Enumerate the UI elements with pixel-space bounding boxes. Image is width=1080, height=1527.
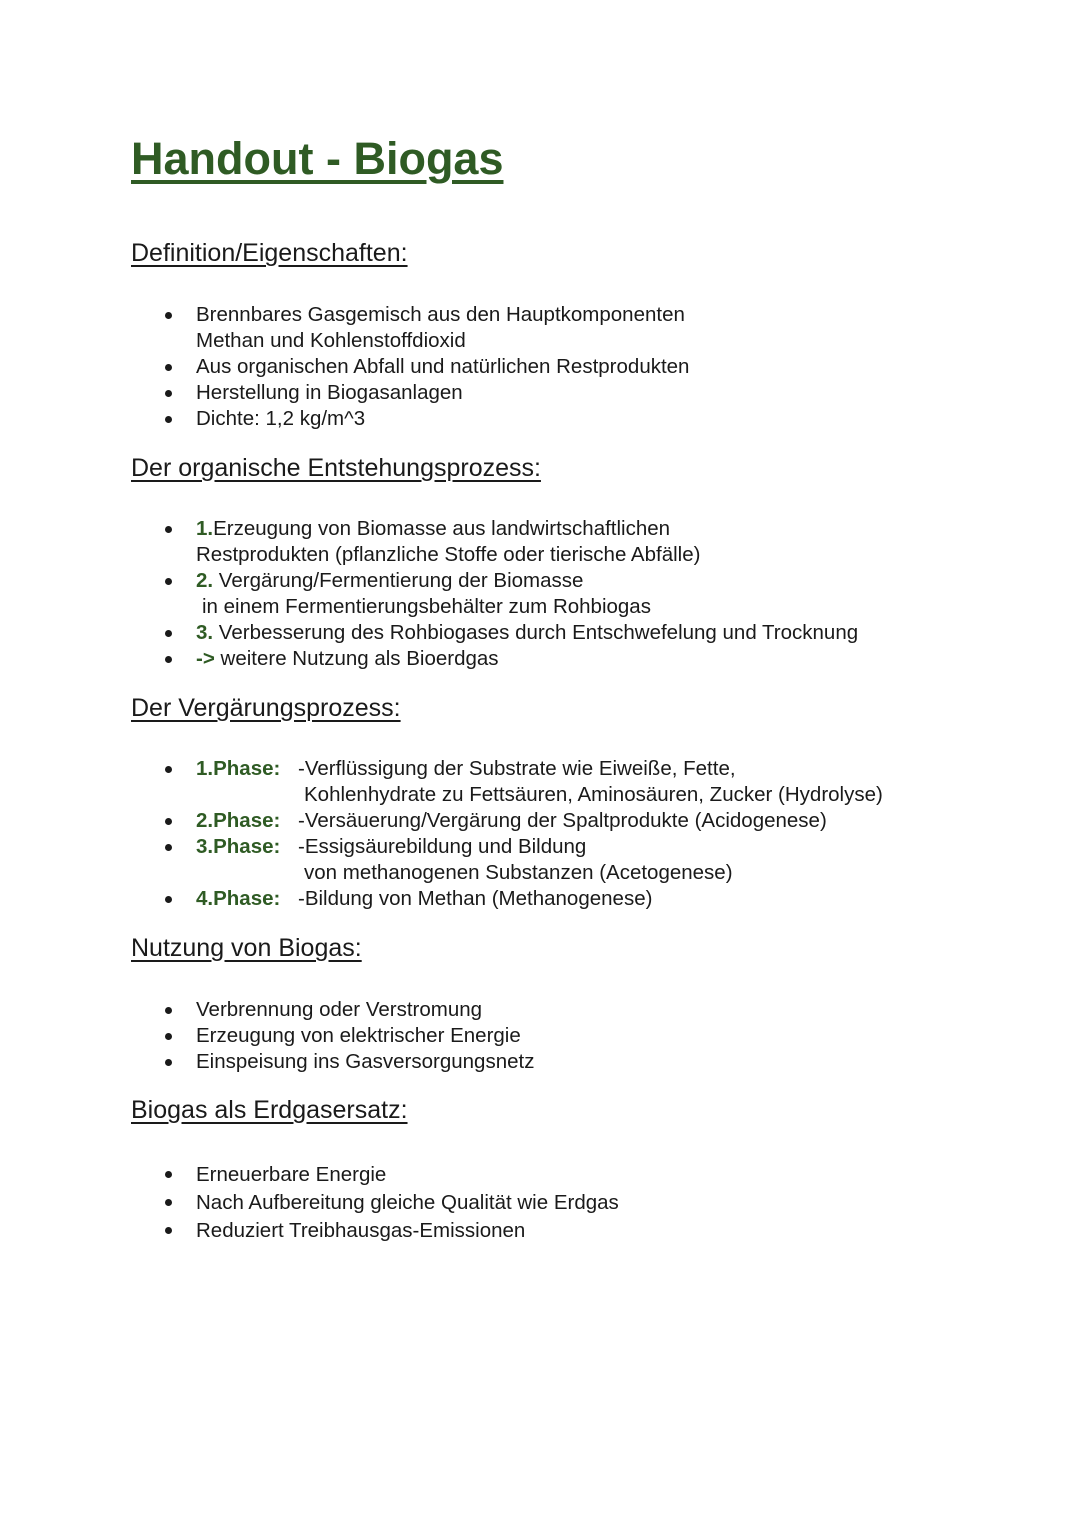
phase-text-continued: Kohlenhydrate zu Fettsäuren, Aminosäuren, Zucker (Hydrolyse): [304, 783, 883, 806]
section-heading-entstehung: Der organische Entstehungsprozess:: [131, 454, 541, 482]
list-item: [131, 646, 1031, 672]
list-item: [131, 756, 1031, 808]
list-item-text: Verbesserung des Rohbiogases durch Entschwefelung und Trocknung: [213, 621, 859, 644]
list-item-text-continued: Restprodukten (pflanzliche Stoffe oder tierische Abfälle): [196, 543, 701, 566]
list-item-text: Nach Aufbereitung gleiche Qualität wie Erdgas: [196, 1191, 619, 1214]
list-item-text: Erzeugung von Biomasse aus landwirtschaftlichen: [213, 517, 671, 540]
list-item-text: Brennbares Gasgemisch aus den Hauptkomponenten: [196, 303, 685, 326]
list-item-text-continued: in einem Fermentierungsbehälter zum Rohbiogas: [202, 595, 651, 618]
phase-label: 3.Phase:: [196, 835, 281, 858]
nutzung-list: [131, 997, 1031, 1075]
list-item-text: Aus organischen Abfall und natürlichen Restprodukten: [196, 355, 690, 378]
section-vergaerung: [131, 693, 1031, 912]
list-item-text: Erzeugung von elektrischer Energie: [196, 1024, 521, 1047]
list-item-text: Erneuerbare Energie: [196, 1163, 387, 1186]
step-number: 2.: [196, 569, 214, 592]
list-item: [131, 516, 1031, 568]
vergaerung-list: [131, 756, 1031, 912]
phase-text: -Versäuerung/Vergärung der Spaltprodukte (Acidogenese): [298, 809, 827, 832]
list-item: [131, 302, 1031, 354]
section-heading-vergaerung: Der Vergärungsprozess:: [131, 694, 401, 722]
list-item: [131, 568, 1031, 620]
list-item: [131, 834, 1031, 886]
section-definition: [131, 238, 1031, 432]
page-title: Handout - Biogas: [131, 133, 504, 184]
list-item: [131, 354, 1031, 380]
phase-text-continued: von methanogenen Substanzen (Acetogenese): [304, 861, 733, 884]
entstehung-list: [131, 516, 1031, 672]
list-item: [131, 620, 1031, 646]
arrow-marker: ->: [196, 647, 215, 670]
section-nutzung: [131, 933, 1031, 1075]
list-item-text-continued: Methan und Kohlenstoffdioxid: [196, 329, 466, 352]
list-item-text: Verbrennung oder Verstromung: [196, 998, 483, 1021]
list-item-text: Einspeisung ins Gasversorgungsnetz: [196, 1050, 535, 1073]
section-entstehung: [131, 453, 1031, 672]
phase-label: 4.Phase:: [196, 887, 281, 910]
phase-label: 2.Phase:: [196, 809, 281, 832]
list-item: [131, 406, 1031, 432]
phase-text: -Verflüssigung der Substrate wie Eiweiße, Fette,: [298, 757, 736, 780]
list-item: [131, 1161, 1031, 1189]
list-item: [131, 380, 1031, 406]
phase-text: -Bildung von Methan (Methanogenese): [298, 887, 653, 910]
section-heading-erdgasersatz: Biogas als Erdgasersatz:: [131, 1096, 408, 1124]
section-heading-nutzung: Nutzung von Biogas:: [131, 934, 362, 962]
list-item: [131, 1189, 1031, 1217]
step-number: 3.: [196, 621, 214, 644]
list-item-text: weitere Nutzung als Bioerdgas: [214, 647, 499, 670]
list-item: [131, 886, 1031, 912]
list-item: [131, 808, 1031, 834]
list-item-text: Reduziert Treibhausgas-Emissionen: [196, 1219, 526, 1242]
list-item-text: Herstellung in Biogasanlagen: [196, 381, 463, 404]
list-item-text: Dichte: 1,2 kg/m^3: [196, 407, 366, 430]
phase-text: -Essigsäurebildung und Bildung: [298, 835, 587, 858]
list-item-text: Vergärung/Fermentierung der Biomasse: [213, 569, 584, 592]
definition-list: [131, 302, 1031, 432]
section-heading-definition: Definition/Eigenschaften:: [131, 239, 408, 267]
list-item: [131, 1217, 1031, 1245]
erdgasersatz-list: [131, 1161, 1031, 1245]
list-item: [131, 997, 1031, 1023]
list-item: [131, 1023, 1031, 1049]
section-erdgasersatz: [131, 1095, 1031, 1245]
phase-label: 1.Phase:: [196, 757, 281, 780]
step-number: 1.: [196, 517, 214, 540]
list-item: [131, 1049, 1031, 1075]
